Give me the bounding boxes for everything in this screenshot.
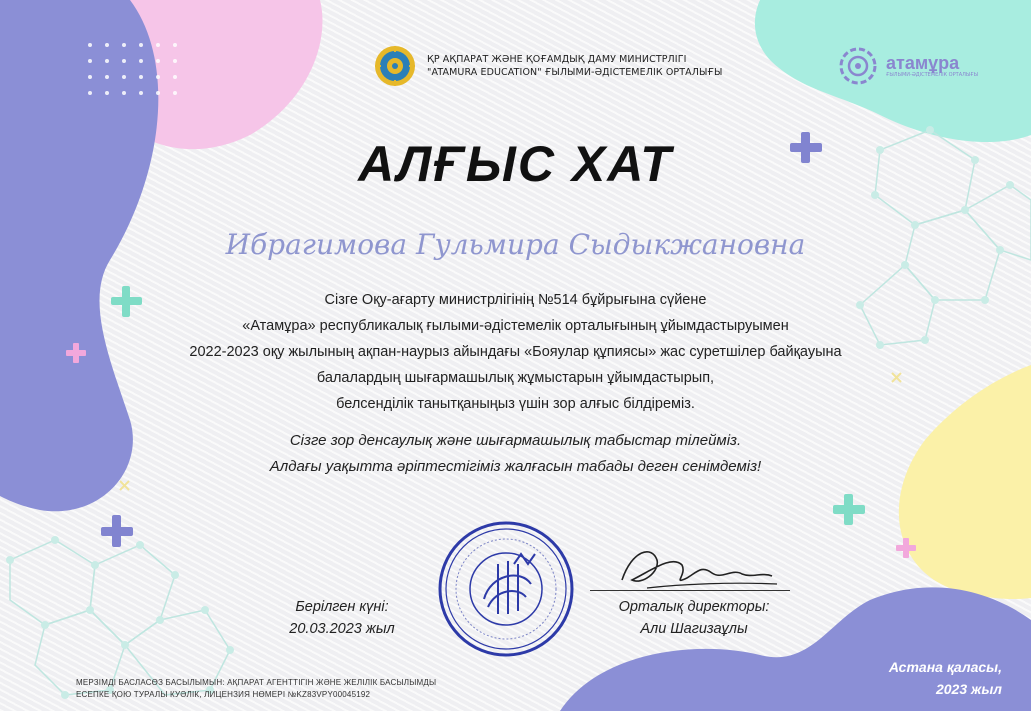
body-line: Сізге Оқу-ағарту министрлігінің №514 бұйрығына сүйене bbox=[324, 292, 707, 308]
body-line: 2022-2023 оқу жылының ақпан-наурыз айындағы «Бояулар құпиясы» жас суретшілер байқауына bbox=[189, 344, 842, 360]
cross-blue-left bbox=[101, 515, 133, 547]
issue-date-label: Берілген күні: bbox=[295, 599, 389, 615]
brand-name: атамұра bbox=[886, 52, 960, 73]
director-signature bbox=[612, 540, 782, 600]
official-stamp bbox=[436, 519, 576, 659]
network-pattern-left bbox=[10, 540, 230, 695]
ministry-line-1: ҚР АҚПАРАТ ЖӘНЕ ҚОҒАМДЫҚ ДАМУ МИНИСТРЛІГІ bbox=[427, 54, 687, 65]
footer-license bbox=[76, 677, 436, 701]
body-line: «Атамұра» республикалық ғылыми-әдістемелік орталығының ұйымдастыруымен bbox=[242, 318, 789, 334]
body-line: белсенділік танытқаныңыз үшін зор алғыс білдіреміз. bbox=[336, 396, 695, 412]
city-year-value: 2023 жыл bbox=[935, 681, 1002, 697]
wishes-text bbox=[0, 428, 1031, 480]
city-name: Астана қаласы, bbox=[888, 659, 1002, 675]
ministry-line-2: "ATAMURA EDUCATION" ҒЫЛЫМИ-ӘДІСТЕМЕЛІК ОРТАЛЫҒЫ bbox=[427, 67, 723, 78]
director-block bbox=[594, 596, 794, 640]
atamura-brand bbox=[836, 44, 978, 88]
ministry-name bbox=[427, 53, 722, 79]
city-year bbox=[852, 656, 1002, 700]
body-line: балалардың шығармашылық жұмыстарын ұйымдастырып, bbox=[316, 370, 715, 386]
recipient-name: Ибрагимова Гульмира Сыдыкжановна bbox=[225, 228, 806, 261]
certificate-title: АЛҒЫС ХАТ bbox=[358, 136, 673, 192]
issue-date-value: 20.03.2023 жыл bbox=[289, 621, 395, 637]
cross-yellow-small bbox=[120, 481, 129, 490]
atamura-logo-icon bbox=[836, 44, 880, 88]
brand-subtitle: ҒЫЛЫМИ-ӘДІСТЕМЕЛІК ОРТАЛЫҒЫ bbox=[886, 71, 979, 78]
footer-line-1: МЕРЗІМДІ БАСЛАСӨЗ БАСЫЛЫМЫН: АҚПАРАТ АГЕНТТІГІН ЖӘНЕ ЖЕЛІЛІК БАСЫЛЫМДЫ bbox=[76, 678, 437, 687]
wish-line: Сізге зор денсаулық және шығармашылық табыстар тілейміз. bbox=[289, 432, 742, 449]
signature-line bbox=[590, 590, 790, 591]
header bbox=[373, 44, 722, 88]
body-text bbox=[0, 287, 1031, 417]
director-label: Орталық директоры: bbox=[618, 599, 770, 615]
director-name: Али Шагизаұлы bbox=[640, 621, 748, 637]
wish-line: Алдағы уақытта әріптестігіміз жалғасын табады деген сенімдеміз! bbox=[269, 458, 762, 475]
kazakhstan-emblem-icon bbox=[373, 44, 417, 88]
issue-date-block bbox=[262, 596, 422, 640]
footer-line-2: ЕСЕПКЕ ҚОЮ ТУРАЛЫ КУӘЛІК, ЛИЦЕНЗИЯ НӨМЕРІ №KZ83VPY00045192 bbox=[76, 690, 371, 699]
cross-mint-right bbox=[833, 494, 865, 525]
